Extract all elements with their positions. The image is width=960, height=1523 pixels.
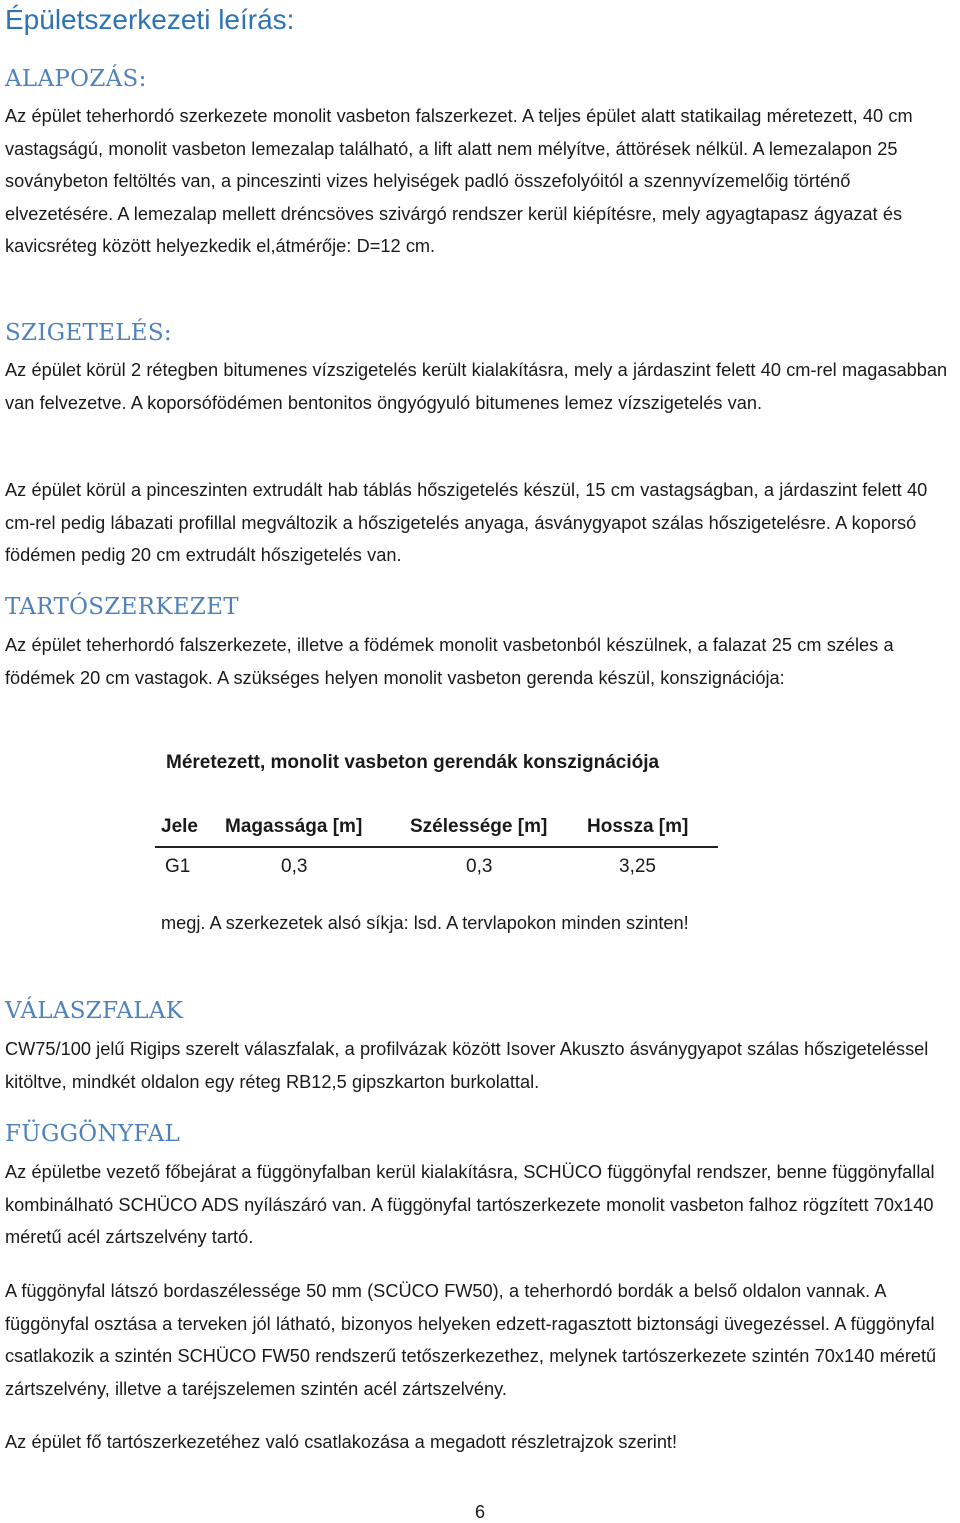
table-row (155, 847, 718, 882)
page-number: 6 (474, 1502, 485, 1522)
cell-szelessege: 0,3 (466, 856, 493, 877)
heading-alapozas: ALAPOZÁS: (5, 66, 147, 92)
header-szelessege: Szélessége [m] (404, 812, 581, 847)
paragraph-fuggonyfal-3: Az épület fő tartószerkezetéhez való csatlakozása a megadott részletrajzok szerint! (5, 1432, 678, 1452)
paragraph-valaszfalak: CW75/100 jelű Rigips szerelt válaszfalak, a profilvázak között Isover Akuszto ásványgyapot szálas hőszigeteléssel kitöltve, mindkét oldalon egy réteg RB12,5 gipszkarton burkolattal. (5, 1039, 929, 1092)
paragraph-fuggonyfal-2: A függönyfal látszó bordaszélessége 50 mm (SCÜCO FW50), a teherhordó bordák a belső oldalon vannak. A függönyfal osztása a terveken jól látható, bizonyos helyeken edzett-ragasztott biztonsági üvegezéssel. A függönyfal csatlakozik a szintén SCHÜCO FW50 rendszerű tetőszerkezethez, melynek tartószerkezete szintén 70x140 méretű zártszelvény, illetve a taréjszelemen szintén acél zártszelvény. (5, 1281, 937, 1399)
cell-hossza: 3,25 (619, 856, 656, 877)
paragraph-szigeteles-2: Az épület körül a pinceszinten extrudált hab táblás hőszigetelés készül, 15 cm vastagságban, a járdaszint felett 40 cm-rel pedig lábazati profillal megváltozik a hőszigetelés anyaga, ásványgyapot szálas hőszigetelésre. A koporsó födémen pedig 20 cm extrudált hőszigetelés van. (5, 480, 928, 565)
cell-magassaga: 0,3 (281, 856, 308, 877)
document-title: Épületszerkezeti leírás: (5, 4, 295, 35)
table-note: megj. A szerkezetek alsó síkja: lsd. A tervlapokon minden szinten! (161, 913, 689, 933)
paragraph-tartoszerkezet: Az épület teherhordó falszerkezete, illetve a födémek monolit vasbetonból készülnek, a falazat 25 cm széles a födémek 20 cm vastagok. A szükséges helyen monolit vasbeton gerenda készül, konszignációja: (5, 635, 894, 688)
header-hossza: Hossza [m] (581, 812, 718, 847)
heading-fuggonyfal: FÜGGÖNYFAL (5, 1121, 181, 1147)
paragraph-alapozas: Az épület teherhordó szerkezete monolit vasbeton falszerkezet. A teljes épület alatt statikailag méretezett, 40 cm vastagságú, monolit vasbeton lemezalap található, a lift alatt nem mélyítve, áttörések nélkül. A lemezalapon 25 soványbeton feltöltés van, a pinceszinti vizes helyiségek padló összefolyóitól a szennyvízemelőig történő elvezetésére. A lemezalap mellett dréncsöves szivárgó rendszer kerül kiépítésre, mely agyagtapasz ágyazat és kavicsréteg között helyezkedik el,átmérője: D=12 cm. (5, 106, 913, 256)
paragraph-szigeteles-1: Az épület körül 2 rétegben bitumenes vízszigetelés került kialakításra, mely a járdaszint felett 40 cm-rel magasabban van felvezetve. A koporsófödémen bentonitos öngyógyuló bitumenes lemez vízszigetelés van. (5, 360, 948, 413)
header-magassaga: Magassága [m] (219, 812, 404, 847)
heading-szigeteles: SZIGETELÉS: (5, 320, 172, 346)
table-title: Méretezett, monolit vasbeton gerendák konszignációja (166, 752, 660, 773)
cell-jele: G1 (165, 856, 191, 877)
beam-schedule-table (155, 812, 718, 882)
paragraph-fuggonyfal-1: Az épületbe vezető főbejárat a függönyfalban kerül kialakításra, SCHÜCO függönyfal rendszer, benne függönyfallal kombinálható SCHÜCO ADS nyílászáró van. A függönyfal tartószerkezete monolit vasbeton falhoz rögzített 70x140 méretű acél zártszelvény tartó. (5, 1162, 935, 1247)
heading-tartoszerkezet: TARTÓSZERKEZET (5, 594, 239, 620)
heading-valaszfalak: VÁLASZFALAK (5, 998, 184, 1024)
table-header-row (155, 812, 718, 847)
header-jele: Jele (155, 812, 219, 847)
